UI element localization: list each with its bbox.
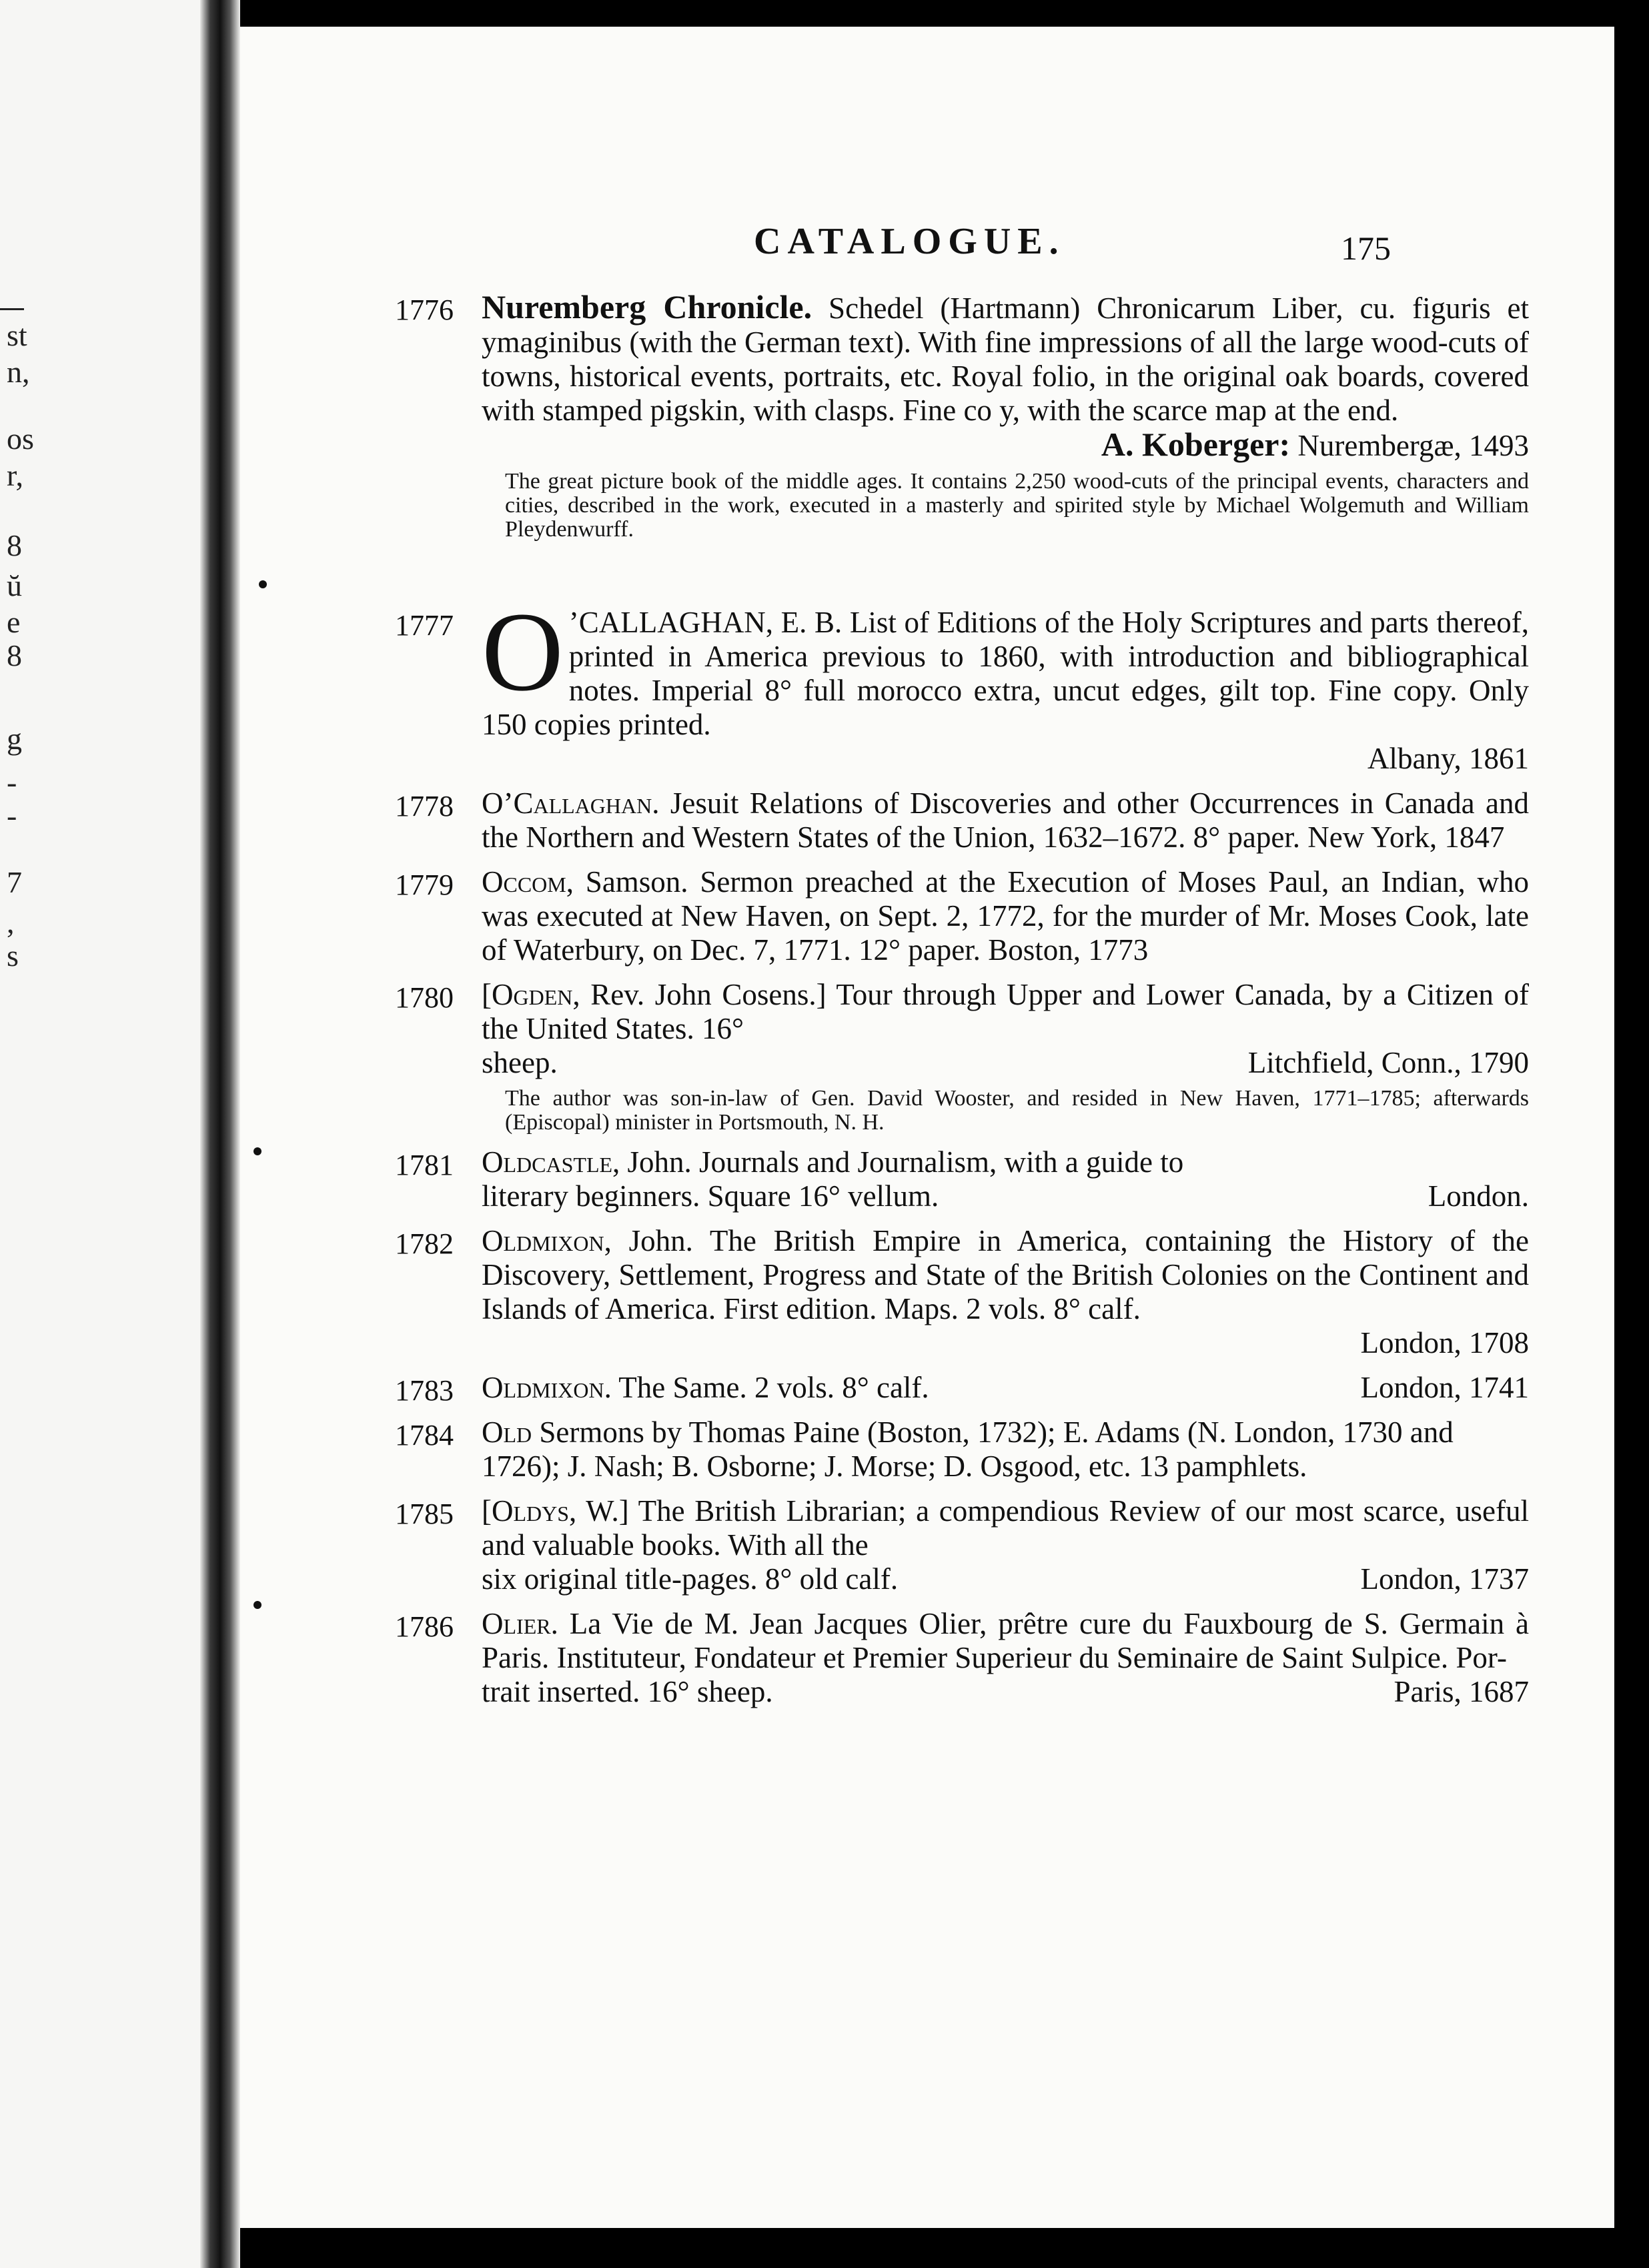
entry-body — [482, 1371, 1529, 1405]
entry-body — [482, 1224, 1529, 1360]
left-page-fragment: ŭ — [7, 568, 22, 602]
left-page-fragment: - — [7, 798, 17, 832]
left-page-fragment: 7 — [7, 865, 22, 899]
entry-heading: [Ogden, — [482, 978, 580, 1011]
entry-heading: Old — [482, 1415, 532, 1449]
entry-number: 1783 — [395, 1374, 454, 1407]
catalogue-entry — [395, 978, 1529, 1135]
catalogue-entry — [395, 1224, 1529, 1360]
entry-heading: Olier. — [482, 1607, 558, 1640]
entry-imprint — [482, 1326, 1529, 1360]
entry-imprint — [482, 1046, 1529, 1080]
entry-body — [482, 978, 1529, 1080]
entry-number: 1782 — [395, 1227, 454, 1260]
entry-number: 1786 — [395, 1610, 454, 1643]
entry-number: 1785 — [395, 1498, 454, 1530]
imprint-right — [1101, 428, 1529, 463]
catalogue-entry — [395, 786, 1529, 855]
entry-body — [482, 1415, 1529, 1484]
entry-text: The Same. 2 vols. 8° calf. — [611, 1371, 929, 1404]
left-page-fragment: 8 — [7, 638, 22, 672]
entry-imprint — [482, 1675, 1529, 1709]
imprint-right: London, 1708 — [1360, 1326, 1529, 1359]
imprint-right: Boston, 1773 — [988, 933, 1149, 967]
section-spacer — [395, 552, 1529, 606]
entry-heading: Oldcastle, — [482, 1145, 620, 1179]
entry-body — [482, 865, 1529, 967]
entry-text: Samson. Sermon preached at the Execution of Moses Paul, an Indian, who was executed at New Haven, on Sept. 2, 1772, for the murder of Mr. Moses Cook, late of Waterbury, on Dec. 7, 1771. 12° paper. — [482, 865, 1529, 967]
catalogue-entry — [395, 290, 1529, 542]
running-head: CATALOGUE. — [754, 221, 1065, 262]
entry-body — [482, 786, 1529, 855]
imprint-left: sheep. — [482, 1046, 558, 1079]
binding-gutter — [200, 0, 240, 2268]
entry-number: 1778 — [395, 790, 454, 822]
catalogue-entry — [395, 865, 1529, 967]
imprint-right: London, 1741 — [1360, 1371, 1529, 1404]
entry-heading: Occom, — [482, 865, 574, 899]
catalogue-entry — [395, 589, 1529, 776]
left-page-fragment: , — [7, 905, 15, 939]
left-page-fragment: e — [7, 605, 21, 639]
entry-heading: O’Callaghan. — [482, 786, 660, 820]
left-page-fragment: s — [7, 939, 19, 973]
entry-body — [482, 1494, 1529, 1596]
imprint-right: Albany, 1861 — [1367, 742, 1529, 775]
left-facing-page — [0, 0, 200, 2268]
entry-number: 1781 — [395, 1149, 454, 1181]
entry-heading: [Oldys, — [482, 1494, 577, 1528]
left-page-rule — [0, 308, 24, 310]
entry-text: Schedel (Hartmann) Chronicarum Liber, cu. figuris et ymaginibus (with the German text). With fine impressions of all the large wood-cuts of towns, historical events, portraits, etc. Royal folio, in the original oak boards, covered with stamped pigskin, with clasps. Fine co y, with the scarce map at the end. — [482, 292, 1530, 427]
imprint-place-date: Nurembergæ, 1493 — [1290, 429, 1529, 462]
entry-number: 1784 — [395, 1419, 454, 1452]
entry-body — [482, 1145, 1529, 1213]
left-page-fragment: st — [7, 318, 27, 352]
entry-note: The great picture book of the middle ages. It contains 2,250 wood-cuts of the principal events, characters and cities, described in the work, executed in a masterly and spirited style by Michael Wolgemuth and William Pleydenwurff. — [505, 469, 1529, 542]
imprint-left: six original title-pages. 8° old calf. — [482, 1562, 899, 1596]
imprint-right: New York, 1847 — [1307, 820, 1505, 854]
entry-number: 1777 — [395, 609, 454, 642]
imprint-left: trait inserted. 16° sheep. — [482, 1675, 773, 1708]
entry-heading: Nuremberg Chronicle. — [482, 288, 812, 326]
entry-imprint — [482, 428, 1529, 463]
entry-text: John. Journals and Journalism, with a guide to — [620, 1145, 1184, 1179]
left-page-fragment: r, — [7, 458, 23, 492]
left-page-fragment: g — [7, 722, 22, 756]
page-number: 175 — [1341, 229, 1391, 267]
entry-body — [482, 1607, 1529, 1709]
catalogue-entry — [395, 1494, 1529, 1596]
entry-heading: Oldmixon, — [482, 1224, 612, 1257]
entry-number: 1780 — [395, 981, 454, 1014]
entry-imprint — [482, 1371, 1529, 1405]
entry-text: Jesuit Relations of Discoveries and other Occurrences in Canada and the Northern and Western States of the Union, 1632–1672. 8° paper. — [482, 786, 1529, 854]
imprint-right: Litchfield, Conn., 1790 — [1247, 1046, 1529, 1079]
catalogue-page — [240, 27, 1614, 2228]
catalogue-entries — [395, 290, 1529, 1720]
entry-text: E. B. List of Editions of the Holy Scriptures and parts thereof, printed in America previous to 1860, with introduction and bibliographical notes. Imperial 8° full morocco extra, uncut edges, gilt top. Fine copy. Only 150 copies printed. — [482, 606, 1529, 741]
drop-cap-letter: O — [482, 589, 564, 714]
imprint-right: Paris, 1687 — [1394, 1675, 1529, 1708]
imprint-right: London, 1737 — [1360, 1562, 1529, 1596]
entry-note: The author was son-in-law of Gen. David Wooster, and resided in New Haven, 1771–1785; afterwards (Episcopal) minister in Portsmouth, N. H. — [505, 1086, 1529, 1135]
entry-number: 1779 — [395, 869, 454, 901]
entry-text: Rev. John Cosens.] Tour through Upper and Lower Canada, by a Citizen of the United States. 16° — [482, 978, 1529, 1045]
imprint-left: literary beginners. Square 16° vellum. — [482, 1179, 939, 1213]
entry-heading: ’CALLAGHAN, — [568, 606, 773, 639]
left-page-fragment: n, — [7, 355, 30, 389]
margin-mark — [253, 1601, 261, 1609]
entry-text: John. The British Empire in America, containing the History of the Discovery, Settlement, Progress and State of the British Colonies on the Continent and Islands of America. First edition. Maps. 2 vols. 8° calf. — [482, 1224, 1529, 1325]
left-page-fragment: os — [7, 422, 34, 456]
entry-body — [482, 589, 1529, 776]
entry-imprint — [482, 1562, 1529, 1596]
printer-name: A. Koberger: — [1101, 426, 1291, 463]
entry-text: La Vie de M. Jean Jacques Olier, prêtre cure du Fauxbourg de S. Germain à Paris. Instituteur, Fondateur et Premier Superieur du Seminaire de Saint Sulpice. Por- — [482, 1607, 1529, 1674]
catalogue-entry — [395, 1607, 1529, 1709]
entry-text: Sermons by Thomas Paine (Boston, 1732); E. Adams (N. London, 1730 and 1726); J. Nash; B. Osborne; J. Morse; D. Osgood, etc. 13 pamphlets. — [482, 1415, 1454, 1483]
left-page-fragment: 8 — [7, 528, 22, 562]
catalogue-entry — [395, 1415, 1529, 1484]
imprint-right: London. — [1428, 1179, 1529, 1213]
catalogue-entry — [395, 1145, 1529, 1213]
entry-imprint — [482, 1179, 1529, 1213]
entry-heading: Oldmixon. — [482, 1371, 612, 1404]
entry-imprint — [482, 742, 1529, 776]
entry-body — [482, 290, 1529, 463]
left-page-fragment: - — [7, 765, 17, 799]
margin-mark — [259, 580, 267, 588]
entry-number: 1776 — [395, 294, 454, 326]
imprint-left — [482, 1371, 929, 1405]
entry-text: W.] The British Librarian; a compendious Review of our most scarce, useful and valuable books. With all the — [482, 1494, 1529, 1562]
catalogue-entry — [395, 1371, 1529, 1405]
margin-mark — [253, 1147, 261, 1155]
